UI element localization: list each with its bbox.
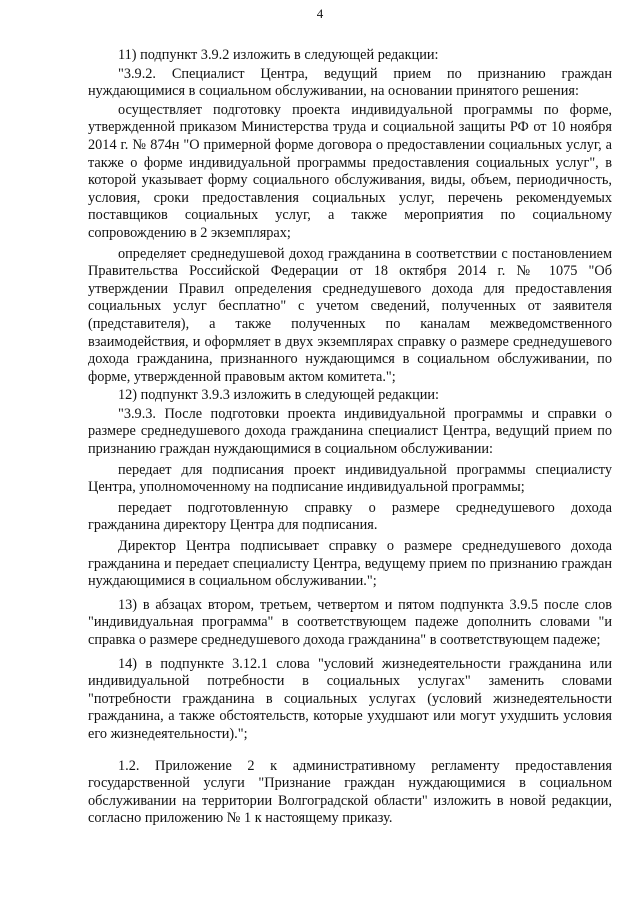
paragraph-pass-program: передает для подписания проект индивидуальной программы специалисту Центра, уполномоченному на подписание индивидуальной программы;	[88, 461, 612, 496]
paragraph-1-2: 1.2. Приложение 2 к административному регламенту предоставления государственной услуги "Признание граждан нуждающимися в социальном обслуживании на территории Волгоградской области" изложить в новой редакции, согласно приложению № 1 к настоящему приказу.	[88, 757, 612, 827]
paragraph-item-11: 11) подпункт 3.9.2 изложить в следующей редакции:	[118, 47, 439, 63]
paragraph-average-income: определяет среднедушевой доход гражданина в соответствии с постановлением Правительства Российской Федерации от 18 октября 2014 г. № 1075 "Об утверждении Правил определения среднедушевого дохода для предоставления социальных услуг бесплатно" с учетом сведений, полученных от заявителя (представителя), а также полученных по каналам межведомственного взаимодействия, и оформляет в двух экземплярах справку о размере среднедушевого дохода гражданина, признанного нуждающимся в социальном обслуживании, по форме, утвержденной правовым актом комитета.";	[88, 245, 612, 385]
paragraph-3-9-3-heading: "3.9.3. После подготовки проекта индивидуальной программы и справки о размере среднедушевого дохода гражданина специалист Центра, ведущий прием по признанию граждан нуждающимися в социальном обслуживании:	[88, 405, 612, 458]
paragraph-item-13: 13) в абзацах втором, третьем, четвертом и пятом подпункта 3.9.5 после слов "индивидуальная программа" в соответствующем падеже дополнить словами "и справка о размере среднедушевого дохода гражданина" в соответствующем падеже;	[88, 596, 612, 648]
paragraph-item-14: 14) в подпункте 3.12.1 слова "условий жизнедеятельности гражданина или индивидуальной потребности в социальных услугах" заменить словами "потребности гражданина в социальных услугах (условий жизнедеятельности гражданина, а также обстоятельств, которые ухудшают или могут ухудшить условия его жизнедеятельности).";	[88, 655, 612, 742]
document-body	[88, 47, 612, 828]
paragraph-director-signs: Директор Центра подписывает справку о размере среднедушевого дохода гражданина и передает специалисту Центра, ведущему прием по признанию граждан нуждающимися в социальном обслуживании.";	[88, 538, 612, 590]
page-number: 4	[316, 6, 324, 21]
paragraph-item-12: 12) подпункт 3.9.3 изложить в следующей редакции:	[118, 387, 440, 404]
paragraph-individual-program: осуществляет подготовку проекта индивидуальной программы по форме, утвержденной приказом Министерства труда и социальной защиты РФ от 10 ноября 2014 г. № 874н "О примерной форме договора о предоставлении социальных услуг, а также о форме индивидуальной программы предоставления социальных услуг", в которой указывает форму социального обслуживания, виды, объем, периодичность, условия, сроки предоставления социальных услуг, перечень рекомендуемых поставщиков социальных услуг, а также мероприятия по социальному сопровождению в 2 экземплярах;	[88, 101, 612, 241]
paragraph-pass-certificate: передает подготовленную справку о размере среднедушевого дохода гражданина директору Центра для подписания.	[88, 499, 612, 534]
paragraph-3-9-2-heading: "3.9.2. Специалист Центра, ведущий прием по признанию граждан нуждающимися в социальном обслуживании, на основании принятого решения:	[88, 65, 612, 100]
